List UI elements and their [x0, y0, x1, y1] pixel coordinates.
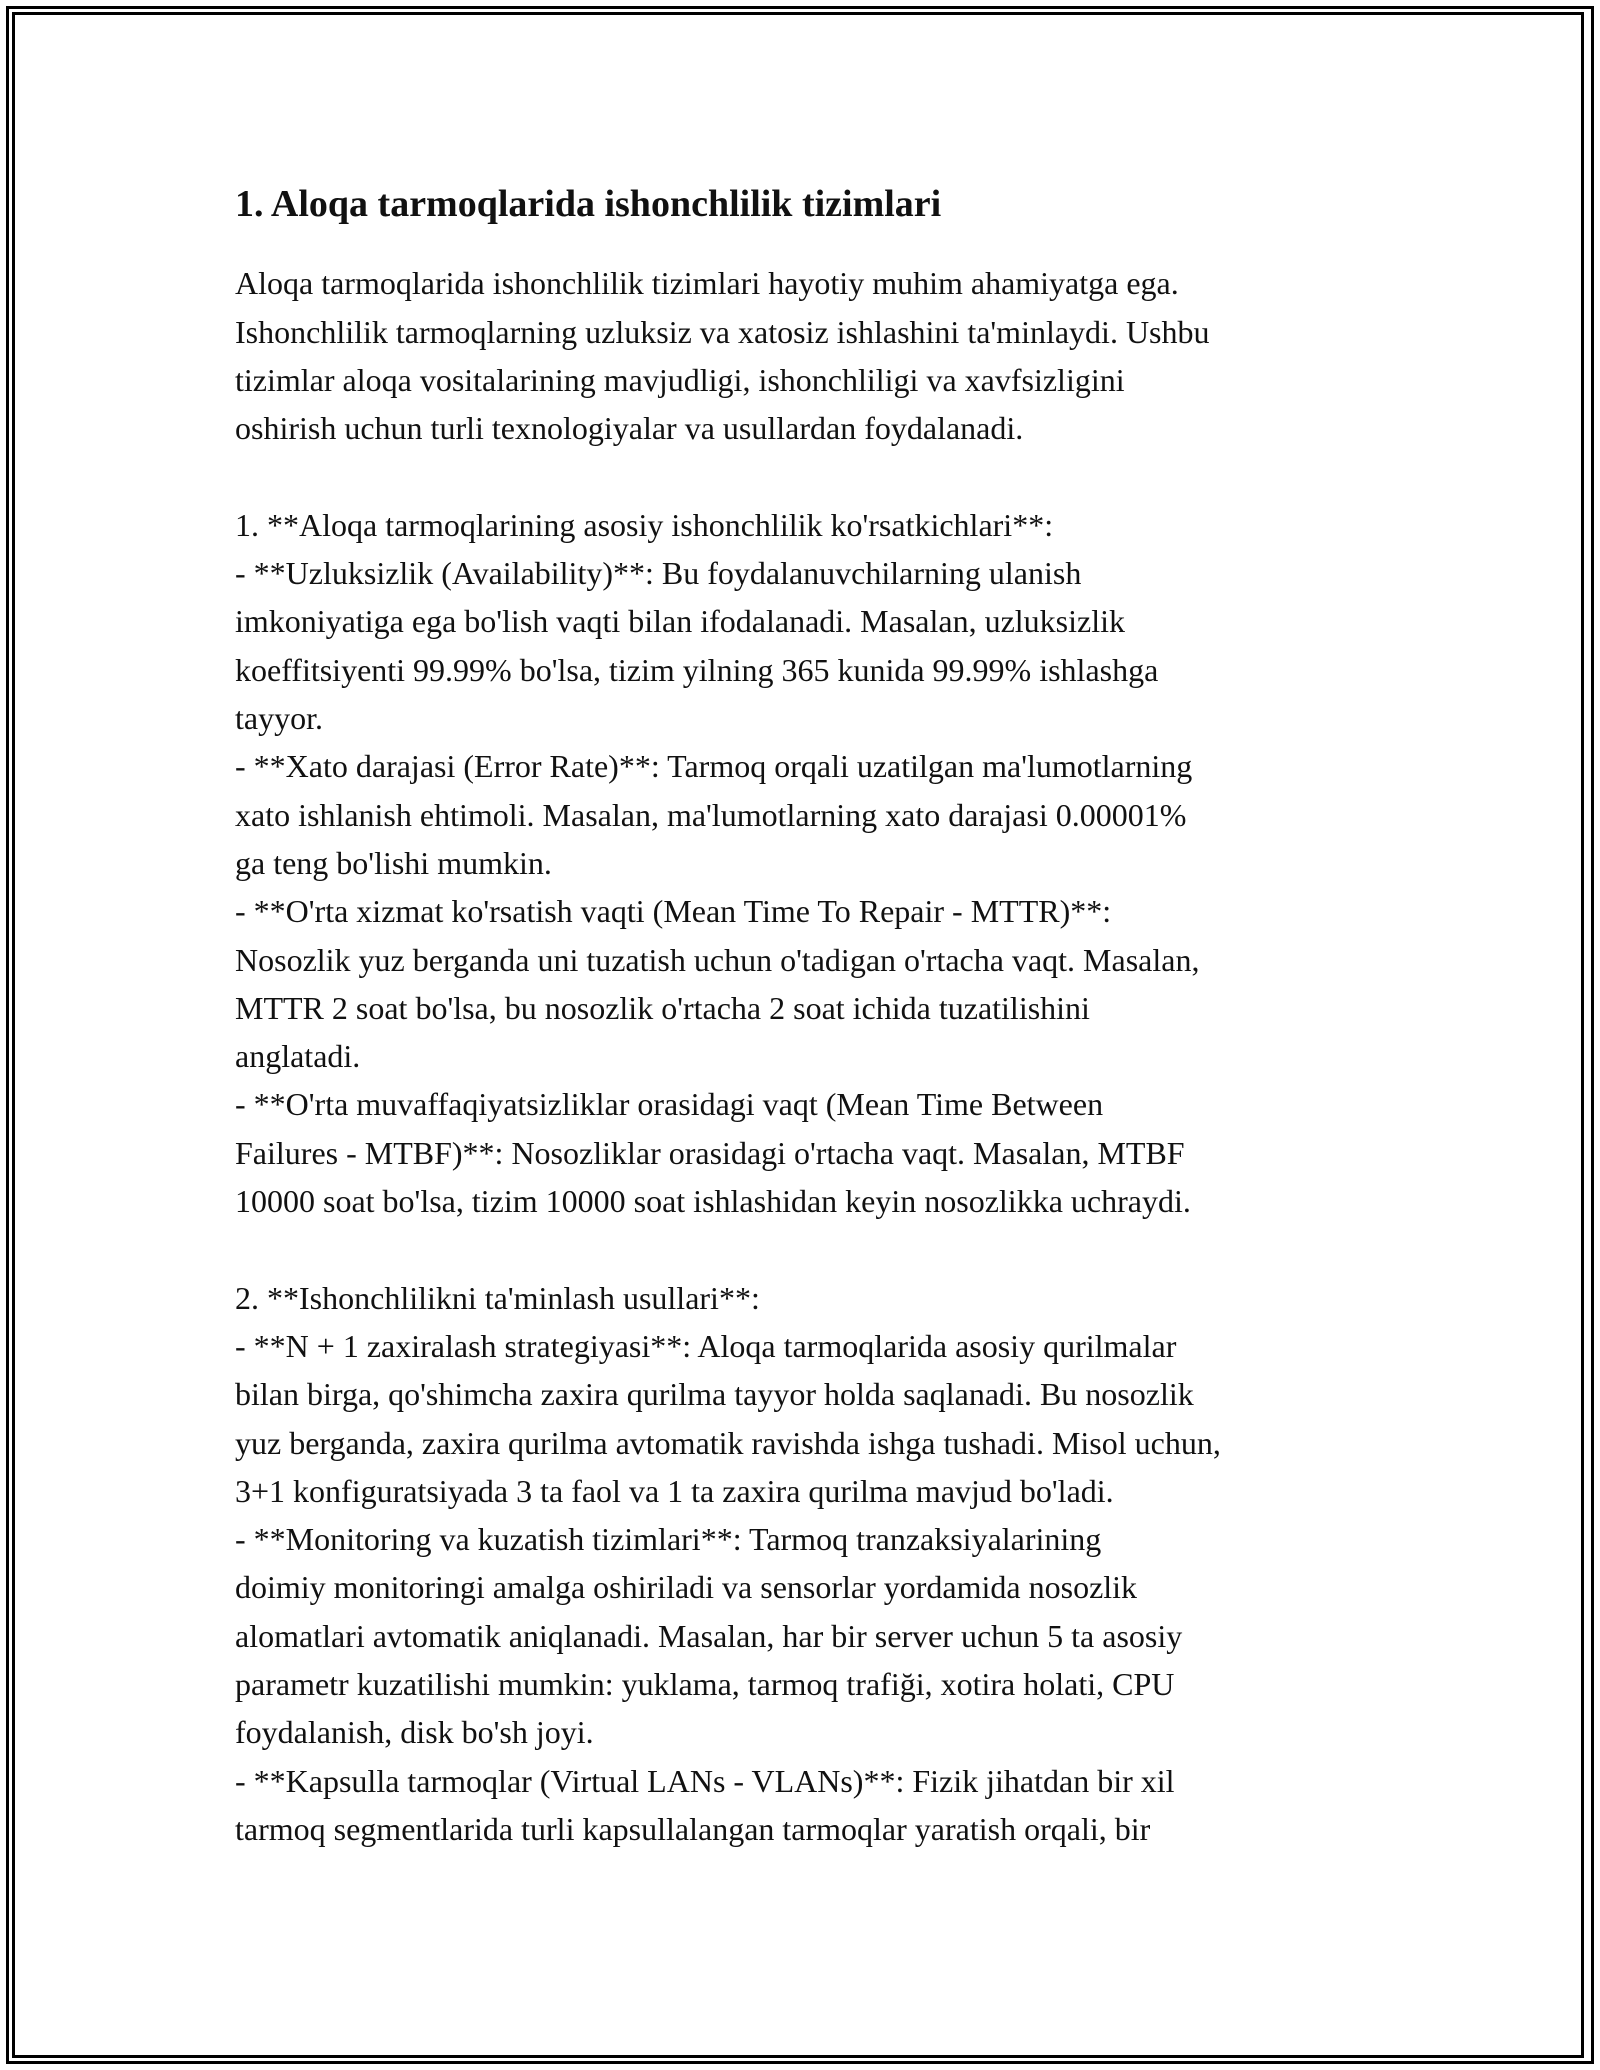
- section-2-item-vlans: - **Kapsulla tarmoqlar (Virtual LANs - VLANs)**: Fizik jihatdan bir xil tarmoq segmentlarida turli kapsullalangan tarmoqlar yaratish orqali, bir: [235, 1762, 1175, 1847]
- section-2-item-monitoring: - **Monitoring va kuzatish tizimlari**: Tarmoq tranzaksiyalarining doimiy monitoringi amalga oshiriladi va sensorlar yordamida nosozlik alomatlari avtomatik aniqlanadi. Masalan, har bir server uchun 5 ta asosiy parametr kuzatilishi mumkin: yuklama, tarmoq trafiği, xotira holati, CPU foydalanish, disk bo'sh joyi.: [235, 1521, 1183, 1751]
- section-2-item-redundancy: - **N + 1 zaxiralash strategiyasi**: Aloqa tarmoqlarida asosiy qurilmalar bilan birga, qo'shimcha zaxira qurilma tayyor holda saqlanadi. Bu nosozlik yuz berganda, zaxira qurilma avtomatik ravishda ishga tushadi. Misol uchun, 3+1 konfiguratsiyada 3 ta faol va 1 ta zaxira qurilma mavjud bo'ladi.: [235, 1327, 1221, 1509]
- section-1-item-mtbf: - **O'rta muvaffaqiyatsizliklar orasidagi vaqt (Mean Time Between Failures - MTBF)**: Nosozliklar orasidagi o'rtacha vaqt. Masalan, MTBF 10000 soat bo'lsa, tizim 10000 soat ishlashidan keyin nosozlikka uchraydi.: [235, 1086, 1191, 1220]
- section-1-item-availability: - **Uzluksizlik (Availability)**: Bu foydalanuvchilarning ulanish imkoniyatiga ega bo'lish vaqti bilan ifodalanadi. Masalan, uzluksizlik koeffitsiyenti 99.99% bo'lsa, tizim yilning 365 kunida 99.99% ishlashga tayyor.: [235, 555, 1159, 737]
- section-1-heading: 1. **Aloqa tarmoqlarining asosiy ishonchlilik ko'rsatkichlari**:: [235, 506, 1054, 543]
- section-2-heading: 2. **Ishonchlilikni ta'minlash usullari**:: [235, 1279, 760, 1316]
- section-1-item-error-rate: - **Xato darajasi (Error Rate)**: Tarmoq orqali uzatilgan ma'lumotlarning xato ishlanish ehtimoli. Masalan, ma'lumotlarning xato darajasi 0.00001% ga teng bo'lishi mumkin.: [235, 748, 1193, 881]
- blank-line: [235, 1225, 1385, 1273]
- blank-line: [235, 453, 1385, 501]
- section-1-item-mttr: - **O'rta xizmat ko'rsatish vaqti (Mean Time To Repair - MTTR)**: Nosozlik yuz berganda uni tuzatish uchun o'tadigan o'rtacha vaqt. Masalan, MTTR 2 soat bo'lsa, bu nosozlik o'rtacha 2 soat ichida tuzatilishini anglatadi.: [235, 893, 1200, 1075]
- intro-paragraph: Aloqa tarmoqlarida ishonchlilik tizimlari hayotiy muhim ahamiyatga ega. Ishonchlilik tarmoqlarning uzluksiz va xatosiz ishlashini ta'minlaydi. Ushbu tizimlar aloqa vositalarining mavjudligi, ishonchliligi va xavfsizligini oshirish uchun turli texnologiyalar va usullardan foydalanadi.: [235, 265, 1210, 447]
- document-title: 1. Aloqa tarmoqlarida ishonchlilik tizimlari: [235, 183, 942, 225]
- document-body: [235, 180, 1385, 1853]
